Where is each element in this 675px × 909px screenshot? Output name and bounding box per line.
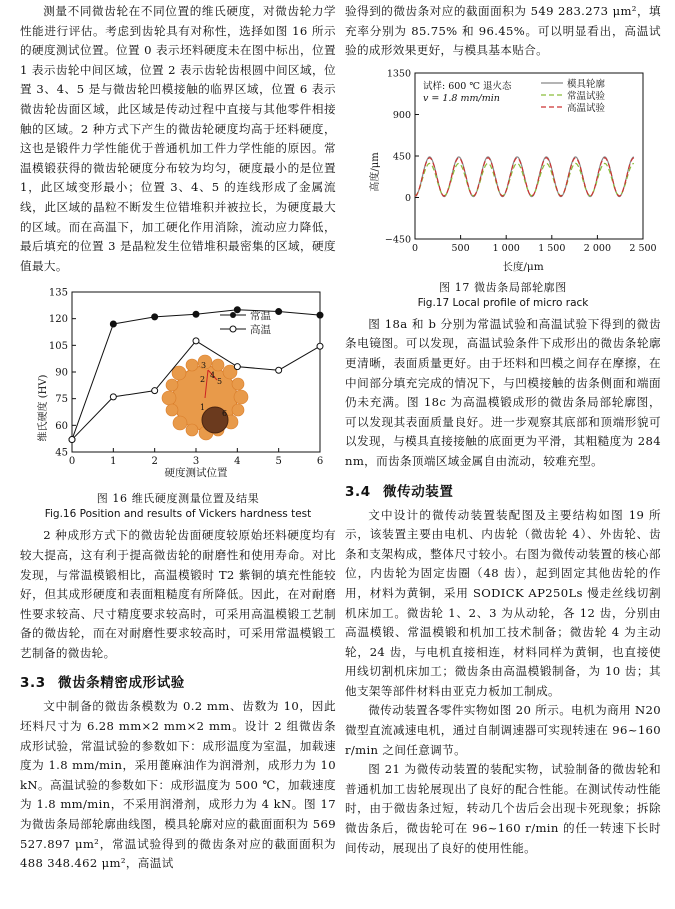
- fig16-xtick-label: 2: [151, 456, 158, 468]
- fig16-ytick-label: 45: [55, 447, 68, 459]
- series-normal-point: [276, 309, 282, 315]
- inset-label-3: 3: [201, 361, 207, 371]
- legend-high-label: 高温: [250, 324, 271, 337]
- section-3-3-number: 3.3: [20, 675, 46, 692]
- fig17-xtick-label: 1 000: [492, 242, 520, 254]
- fig17-caption-en: Fig.17 Local profile of micro rack: [417, 296, 589, 309]
- fig17-xtick-label: 2 000: [583, 242, 612, 254]
- fig16-xtick-label: 0: [68, 456, 76, 468]
- left-column: [20, 0, 336, 874]
- series-normal-point: [193, 312, 199, 318]
- fig16-caption-en: Fig.16 Position and results of Vickers hardness test: [44, 508, 312, 521]
- series-high-point: [152, 388, 158, 394]
- inset-label-1: 1: [200, 403, 206, 413]
- series-normal-point: [317, 312, 323, 318]
- figure-16: [20, 280, 336, 521]
- paragraph-device-design: 文中设计的微传动装置装配图及主要结构如图 19 所示，该装置主要由电机、内齿轮（微齿轮 4）、外齿轮、齿条和支架构成，整体尺寸较小。右图为微传动装置的核心部位，内齿轮为固定齿圈（48 齿），起到固定其他齿轮的作用，材料为黄铜，采用 SODICK AP250Ls 慢走丝线切割机床加工。微齿轮 1、2、3 为从动轮，各 12 齿，分别由高温模锻、常温模锻和机加工技术制备；微齿轮 4 为主动轮，24 齿，与电机直接相连，材料同样为黄铜，也直接使用线切割机床加工；微齿条由高温模锻制备，为 10 齿；其他支架等部件材料由亚克力板加工制成。: [345, 507, 661, 698]
- fig16-legend: [220, 309, 271, 336]
- fig17-ylabel: 高度/μm: [370, 152, 381, 192]
- series-high-point: [276, 368, 282, 374]
- fig17-note-line2: v = 1.8 mm/min: [423, 92, 500, 104]
- fig16-xlabel: 硬度测试位置: [164, 467, 228, 480]
- paragraph-sem-images: 图 18a 和 b 分别为常温试验和高温试验下得到的微齿条电镜图。可以发现，高温试验条件下成形出的微齿条轮廓更清晰，表面质量更好。由于坯料和凹模之间存在摩擦，在中间部分填充完成的情况下，与凹模接触的齿条侧面和端面仍未充满。图 18c 为高温模锻成形的微齿条局部轮廓图，可以发现其表面质量良好。进一步观察其底部和顶端形貌可以发现，与模具直接接触的底面更为平滑，其粗糙度为 284 nm，而齿条顶端区域金属自由流动，较难充型。: [345, 316, 661, 468]
- fig17-ytick-label: 900: [392, 109, 411, 121]
- inset-label-6: 6: [222, 409, 228, 419]
- fig17-note-line1: 试样: 600 ℃ 退火态: [423, 80, 512, 92]
- legend-high-test-label: 高温试验: [567, 102, 606, 114]
- fig17-legend: [541, 78, 606, 114]
- fig16-caption-cn: 图 16 维氏硬度测量位置及结果: [96, 492, 260, 506]
- fig16-ytick-label: 105: [48, 341, 68, 353]
- section-3-4-title: 微传动装置: [383, 483, 454, 500]
- fig16-xtick-label: 4: [234, 456, 241, 468]
- paragraph-motor: 微传动装置各零件实物如图 20 所示。电机为商用 N20 微型直流减速电机，通过自制调速器可实现转速在 96~160 r/min 之间任意调节。: [345, 703, 661, 757]
- section-3-3-heading: [20, 671, 336, 691]
- paragraph-assembly: 图 21 为微传动装置的装配实物，试验制备的微齿轮和普通机加工齿轮展现出了良好的配合性能。在测试传动性能时，由于微齿条过短，转动几个齿后会出现卡死现象；拆除微齿条后，微齿轮可在 96~160 r/min 的任一转速下长时间传动，展现出了良好的使用性能。: [345, 762, 661, 855]
- fig16-xtick-label: 5: [275, 456, 282, 468]
- paragraph-fill-rate: 验得到的微齿条对应的截面面积为 549 283.273 μm²，填充率分别为 85.75% 和 96.45%。可以明显看出，高温试验的成形效果更好，与模具基本贴合。: [345, 4, 661, 58]
- fig17-xtick-label: 1 500: [538, 242, 566, 254]
- series-normal-point: [152, 314, 158, 320]
- series-high-point: [193, 338, 199, 344]
- right-column: [345, 0, 661, 858]
- paragraph-rack-experiment: 文中制备的微齿条模数为 0.2 mm、齿数为 10，因此坯料尺寸为 6.28 mm×2 mm×2 mm。设计 2 组微齿条成形试验，常温试验的参数如下：成形温度为室温，加载速度为 1.8 mm/min，采用蓖麻油作为润滑剂，成形力为 10 kN。高温试验的参数如下：成形温度为 500 ℃，加载速度为 1.8 mm/min，不采用润滑剂，成形力为 4 kN。图 17 为微齿条局部轮廓曲线图，模具轮廓对应的截面面积为 569 527.897 μm²，常温试验得到的微齿条对应的截面面积为 488 348.462 μm²，高温试: [20, 699, 336, 871]
- series-normal-point: [110, 321, 116, 327]
- legend-normal-label: 常温: [250, 310, 271, 323]
- fig17-caption-cn: 图 17 微齿条局部轮廓图: [439, 280, 567, 294]
- legend-high-marker: [230, 326, 236, 332]
- series-high-test: [415, 158, 634, 196]
- fig17-ytick-label: 1350: [386, 68, 411, 80]
- series-normal-point: [234, 307, 240, 313]
- inset-label-2: 2: [200, 375, 206, 385]
- inset-label-5: 5: [217, 377, 223, 387]
- section-3-4-number: 3.4: [345, 483, 371, 500]
- paragraph-hardness-intro: 测量不同微齿轮在不同位置的维氏硬度，对微齿轮力学性能进行评估。考虑到齿轮具有对称性，选择如图 16 所示的硬度测试位置。位置 0 表示坯料硬度未在图中标出，位置 1 表示齿轮中间区域，位置 2 表示齿轮齿根圆中间区域，位置 3、4、5 是与微齿轮凹模接触的临界区域，位置 6 表示微齿轮齿面区域，此区域是传动过程中直接与其他零件相接触的区域。2 种方式下产生的微齿轮硬度均高于坯料硬度，这也是锻件力学性能优于普通机加工件力学性能的原因。常温模锻获得的微齿轮硬度分布较为均匀，硬度最小的是位置 1，此区域变形最小；位置 3、4、5 的连线形成了金属流线，此区域的晶粒不断发生位错堆积并被拉长，为硬度最大的区域。而在高温下，加工硬化作用消除，流动应力降低，最后填充的位置 3 是晶粒发生位错堆积最密集的区域，硬度值最大。: [20, 4, 336, 273]
- fig17-xtick-label: 2 500: [629, 242, 657, 254]
- fig16-xtick-label: 6: [316, 456, 324, 468]
- legend-normal-test-label: 常温试验: [567, 90, 606, 102]
- fig16-ytick-label: 60: [55, 421, 68, 433]
- legend-mold-label: 模具轮廓: [567, 78, 606, 90]
- figure-17: [345, 67, 661, 309]
- fig16-ytick-label: 90: [55, 367, 68, 379]
- legend-normal-marker: [230, 312, 236, 318]
- fig17-chart: [345, 67, 661, 273]
- section-3-4-heading: [345, 480, 661, 500]
- series-high-point: [69, 437, 75, 443]
- fig17-ytick-label: 450: [392, 151, 411, 163]
- series-high-point: [110, 394, 116, 400]
- fig17-ytick-label: −450: [384, 234, 411, 246]
- fig16-ytick-label: 120: [48, 314, 68, 326]
- fig17-xtick-label: 500: [451, 242, 470, 254]
- fig17-annotation: [423, 80, 512, 104]
- series-high-point: [317, 344, 323, 350]
- series-high-point: [234, 364, 240, 370]
- fig16-xtick-label: 1: [110, 456, 117, 468]
- fig16-chart: [20, 280, 336, 480]
- fig16-xtick-label: 3: [192, 456, 200, 468]
- inset-label-4: 4: [210, 371, 216, 381]
- fig16-ytick-label: 135: [48, 287, 68, 299]
- fig17-ytick-label: 0: [404, 192, 411, 204]
- fig16-ytick-label: 75: [55, 394, 68, 406]
- fig17-series: [415, 157, 634, 197]
- section-3-3-title: 微齿条精密成形试验: [58, 675, 185, 692]
- fig16-ylabel: 维氏硬度 (HV): [38, 374, 49, 442]
- paragraph-hardness-comparison: 2 种成形方式下的微齿轮齿面硬度较原始坯料硬度均有较大提高，这有利于提高微齿轮的耐磨性和使用寿命。对比发现，与常温模锻相比，高温模锻时 T2 紫铜的填充性能较好，但其成形硬度和表面粗糙度有所降低。因此，在对耐磨性要求较高、尺寸精度要求较高时，可采用高温模锻工艺制备的微齿轮，而在对耐磨性要求较高时，可采用常温模锻工艺制备的微齿轮。: [20, 528, 336, 660]
- fig17-xlabel: 长度/μm: [502, 260, 544, 273]
- fig17-xtick-label: 0: [411, 242, 419, 254]
